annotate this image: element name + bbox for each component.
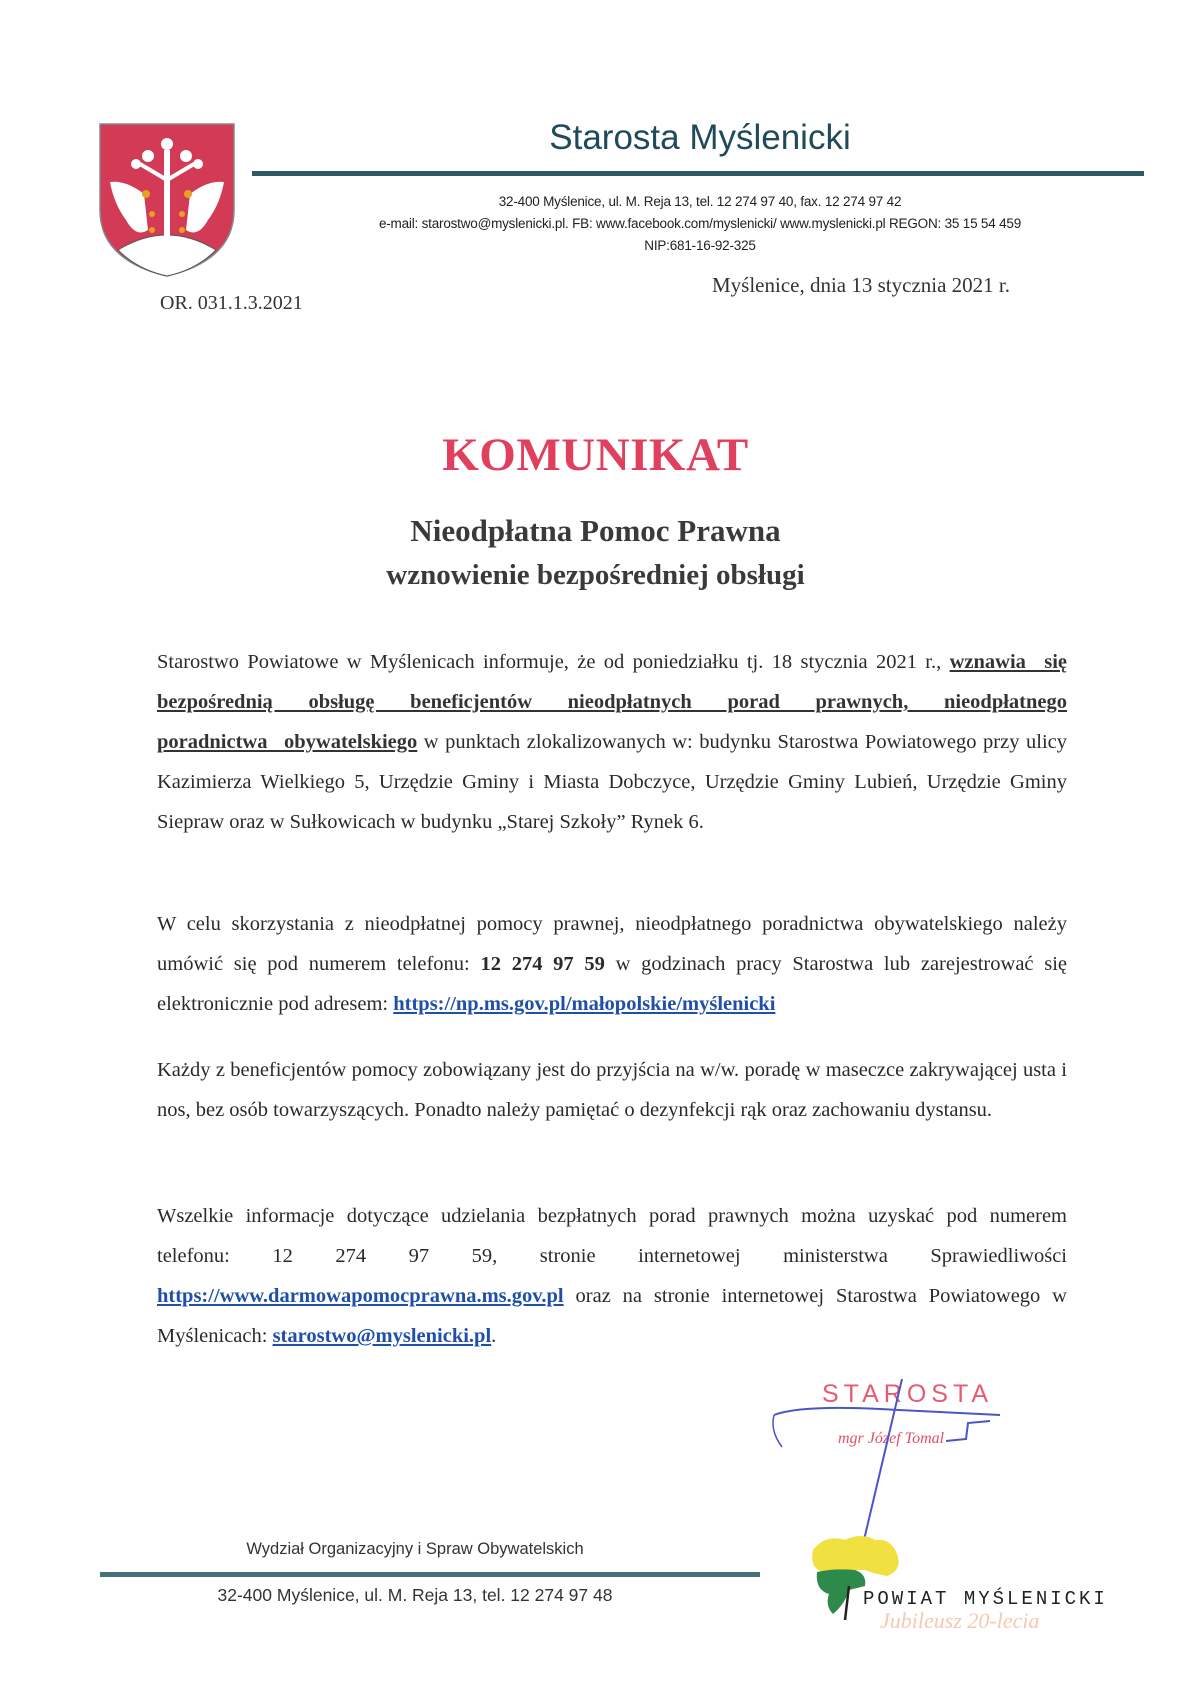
paragraph-information <box>157 1196 1067 1356</box>
jubilee-text: Jubileusz 20-lecia <box>880 1608 1040 1633</box>
subtitle-secondary: wznowienie bezpośredniej obsługi <box>386 559 805 591</box>
coat-of-arms-icon <box>96 120 238 280</box>
paragraph-text: w punktach zlokalizowanych w: budynku Starostwa Powiatowego przy ulicy Kazimierza Wielkiego 5, Urzędzie Gminy i Miasta Dobczyce, Urzędzie Gminy Lubień, Urzędzie Gminy Siepraw oraz w Sułkowicach w budynku „Starej Szkoły” Rynek 6. <box>157 731 1067 833</box>
paragraph-text: Starostwo Powiatowe w Myślenicach informuje, że od poniedziałku tj. 18 stycznia 2021 r., <box>157 651 950 673</box>
header-address: 32-400 Myślenice, ul. M. Reja 13, tel. 12 274 97 40, fax. 12 274 97 42 <box>498 194 902 209</box>
ministry-link[interactable]: https://www.darmowapomocprawna.ms.gov.pl <box>157 1285 564 1307</box>
stamp-name: mgr Józef Tomal <box>838 1430 945 1447</box>
document-date: Myślenice, dnia 13 stycznia 2021 r. <box>712 273 1011 297</box>
handwritten-signature-icon <box>760 1375 1020 1545</box>
header-title: Starosta Myślenicki <box>549 118 851 157</box>
footer-department: Wydział Organizacyjny i Spraw Obywatelskich <box>246 1540 584 1558</box>
footer-divider <box>100 1572 760 1577</box>
header-divider <box>252 171 1144 176</box>
main-title: KOMUNIKAT <box>442 429 749 481</box>
phone-number: 12 274 97 59 <box>480 953 605 975</box>
document-reference: OR. 031.1.3.2021 <box>160 292 303 314</box>
paragraph-text: W celu skorzystania z nieodpłatnej pomocy prawnej, nieodpłatnego poradnictwa obywatelskiego należy umówić się pod numerem telefonu: <box>157 913 1067 975</box>
footer-address: 32-400 Myślenice, ul. M. Reja 13, tel. 12 274 97 48 <box>217 1585 613 1605</box>
paragraph-safety: Każdy z beneficjentów pomocy zobowiązany jest do przyjścia na w/w. poradę w maseczce zakrywającej usta i nos, bez osób towarzyszących. Ponadto należy pamiętać o dezynfekcji rąk oraz zachowaniu dystansu. <box>157 1059 1067 1121</box>
registration-link[interactable]: https://np.ms.gov.pl/małopolskie/myślenicki <box>393 993 776 1015</box>
paragraph-resumption <box>157 642 1067 842</box>
email-link[interactable]: starostwo@myslenicki.pl <box>272 1325 492 1347</box>
powiat-logo-text: POWIAT MYŚLENICKI <box>863 1588 1108 1610</box>
stamp-title: STAROSTA <box>822 1380 994 1408</box>
paragraph-text: w godzinach pracy Starostwa lub zarejestrować się elektronicznie pod adresem: <box>157 953 1068 1015</box>
subtitle-primary: Nieodpłatna Pomoc Prawna <box>410 513 781 548</box>
paragraph-text: Wszelkie informacje dotyczące udzielania bezpłatnych porad prawnych można uzyskać pod numerem telefonu: 12 274 97 59, stronie internetowej ministerstwa Sprawiedliwości <box>157 1205 1067 1267</box>
paragraph-text: oraz na stronie internetowej Starostwa Powiatowego w Myślenicach: <box>157 1285 1067 1347</box>
paragraph-text: . <box>491 1325 497 1347</box>
header-contact: e-mail: starostwo@myslenicki.pl. FB: www.facebook.com/myslenicki/ www.myslenicki.pl REGON: 35 15 54 459 <box>378 216 1022 231</box>
header-nip: NIP:681-16-92-325 <box>644 238 756 253</box>
paragraph-registration <box>157 904 1067 1024</box>
emphasized-text: wznawia się bezpośrednią obsługę beneficjentów nieodpłatnych porad prawnych, nieodpłatnego poradnictwa obywatelskiego <box>157 651 1067 753</box>
